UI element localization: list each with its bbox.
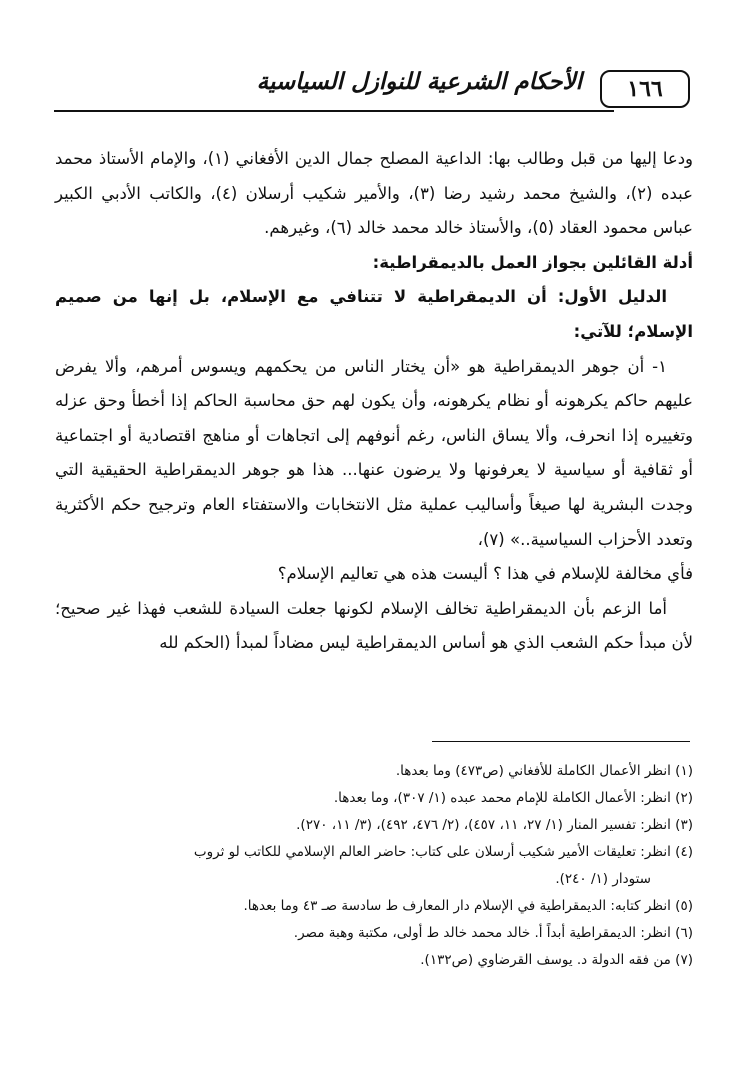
footnotes — [53, 758, 693, 974]
paragraph-proponents: ودعا إليها من قبل وطالب بها: الداعية المصلح جمال الدين الأفغاني (١)، والإمام الأستاذ محمد عبده (٢)، والشيخ محمد رشيد رضا (٣)، والأمير شكيب أرسلان (٤)، والكاتب الأدبي الكبير عباس محمود العقاد (٥)، والأستاذ خالد محمد خالد (٦)، وغيرهم. — [55, 149, 694, 238]
footnote-4: (٤) انظر: تعليقات الأمير شكيب أرسلان على كتاب: حاضر العالم الإسلامي للكاتب لو ثروب — [193, 844, 693, 860]
main-text — [55, 142, 693, 661]
footnote-6: (٦) انظر: الديمقراطية أبداً أ. خالد محمد خالد ط أولى، مكتبة وهبة مصر. — [293, 925, 693, 941]
paragraph-rebuttal: أما الزعم بأن الديمقراطية تخالف الإسلام لكونها جعلت السيادة للشعب فهذا غير صحيح؛ لأن مبدأ حكم الشعب الذي هو أساس الديمقراطية ليس مضاداً لمبدأ (الحكم لله — [55, 598, 693, 653]
page-header — [54, 66, 690, 110]
first-proof: الدليل الأول: أن الديمقراطية لا تتنافي مع الإسلام، بل إنها من صميم الإسلام؛ للآتي: — [55, 287, 693, 341]
footnote-2: (٢) انظر: الأعمال الكاملة للإمام محمد عبده (١/ ٣٠٧)، وما بعدها. — [333, 790, 693, 806]
page-number: ١٦٦ — [600, 70, 690, 108]
footnote-separator — [432, 741, 690, 742]
section-heading: أدلة القائلين بجواز العمل بالديمقراطية: — [372, 252, 693, 272]
footnote-7: (٧) من فقه الدولة د. يوسف القرضاوي (ص١٣٢). — [420, 952, 693, 968]
footnote-4-continued: ستودار (١/ ٢٤٠). — [555, 871, 651, 887]
footnote-3: (٣) انظر: تفسير المنار (١/ ٢٧، ١١، ٤٥٧)، (٢/ ٤٧٦، ٤٩٢)، (٣/ ١١، ٢٧٠). — [296, 817, 693, 833]
footnote-5: (٥) انظر كتابه: الديمقراطية في الإسلام دار المعارف ط سادسة صـ ٤٣ وما بعدها. — [243, 898, 693, 914]
running-title: الأحكام الشرعية للنوازل السياسية — [256, 68, 582, 95]
point-one: ١- أن جوهر الديمقراطية هو «أن يختار الناس من يحكمهم ويسوس أمرهم، وألا يفرض عليهم حاكم يكرهونه أو نظام يكرهونه، وأن يكون لهم حق محاسبة الحاكم إذا أخطأ وحق عزله وتغييره إذا انحرف، وألا يساق الناس، رغم أنوفهم إلى اتجاهات أو مناهج اقتصادية أو اجتماعية أو ثقافية أو سياسية لا يعرفونها ولا يرضون عنها... هذا هو جوهر الديمقراطية الحقيقية التي وجدت البشرية لها صيغاً وأساليب عملية مثل الانتخابات والاستفتاء العام وترجيح حكم الأكثرية وتعدد الأحزاب السياسية..» (٧)، — [55, 356, 693, 549]
question-line: فأي مخالفة للإسلام في هذا ؟ أليست هذه هي تعاليم الإسلام؟ — [277, 564, 693, 584]
footnote-1: (١) انظر الأعمال الكاملة للأفغاني (ص٤٧٣) وما بعدها. — [395, 763, 693, 779]
header-rule — [54, 110, 614, 112]
